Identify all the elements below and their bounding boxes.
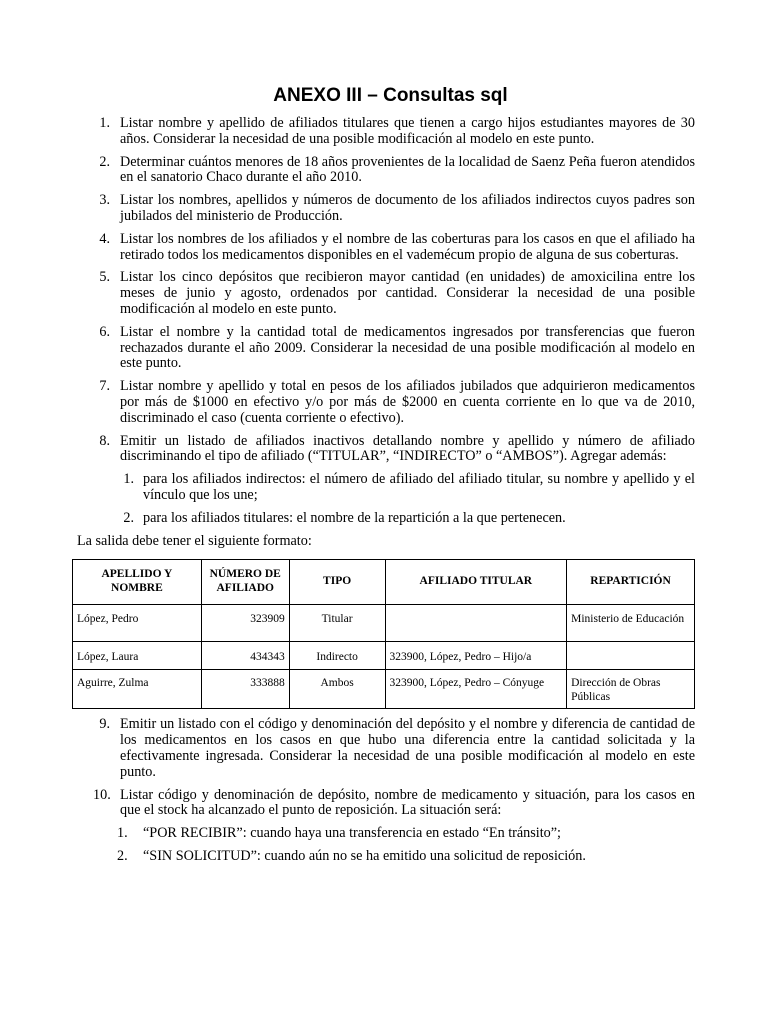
sub-item-number: 2. [123, 509, 134, 526]
table-cell: Titular [289, 605, 385, 642]
table-intro: La salida debe tener el siguiente formato: [77, 532, 312, 549]
item-text: Emitir un listado con el código y denominación del depósito y el nombre y diferencia de cantidad de los medicamentos en los casos en que hubo una diferencia entre la cantidad solicitada y la efectivamente ingresada. Considerar la necesidad de una posible modificación al modelo en este punto. [120, 716, 695, 780]
page-title: ANEXO III – Consultas sql [273, 85, 508, 106]
item-number: 8. [99, 432, 110, 449]
list-item [96, 325, 695, 372]
table-cell: 323900, López, Pedro – Hijo/a [385, 642, 567, 670]
table-cell: Ambos [289, 670, 385, 709]
sub-list-item [117, 825, 695, 842]
item-number: 3. [99, 192, 110, 209]
list-item [96, 232, 695, 264]
table-cell: 323900, López, Pedro – Cónyuge [385, 670, 567, 709]
item-text: Listar los nombres, apellidos y números de documento de los afiliados indirectos cuyos padres son jubilados del ministerio de Producción. [120, 192, 695, 224]
sub-item-text: para los afiliados titulares: el nombre de la repartición a la que pertenecen. [143, 509, 566, 526]
item-number: 6. [99, 323, 110, 340]
sub-item-number: 1. [117, 825, 128, 842]
sub-list-item [120, 472, 695, 504]
query-list [96, 116, 695, 527]
table-row [73, 605, 695, 642]
column-header: TIPO [289, 560, 385, 605]
table-header-row [73, 560, 695, 605]
sub-list [120, 472, 695, 526]
item-text: Listar nombre y apellido y total en pesos de los afiliados jubilados que adquirieron medicamentos por más de $1000 en efectivo y/o por más de $2000 en cuenta corriente en lo que va de 2010, discriminado el caso (cuenta corriente o efectivo). [120, 378, 695, 426]
item-number: 9. [99, 716, 110, 733]
sub-item-text: para los afiliados indirectos: el número de afiliado del afiliado titular, su nombre y apellido y el vínculo que los une; [143, 471, 695, 503]
item-number: 2. [99, 153, 110, 170]
list-item [96, 116, 695, 148]
sub-list [117, 825, 695, 865]
column-header: REPARTICIÓN [567, 560, 695, 605]
table-cell: López, Pedro [73, 605, 202, 642]
item-text: Listar código y denominación de depósito, nombre de medicamento y situación, para los casos en que el stock ha alcanzado el punto de reposición. La situación será: [120, 786, 695, 819]
item-number: 7. [99, 378, 110, 395]
table-row [73, 642, 695, 670]
table-cell [385, 605, 567, 642]
table-cell: Ministerio de Educación [567, 605, 695, 642]
list-item [96, 193, 695, 225]
query-list-continued [93, 716, 695, 864]
list-item [93, 786, 695, 865]
table-row [73, 670, 695, 709]
item-number: 1. [99, 115, 110, 131]
column-header: AFILIADO TITULAR [385, 560, 567, 605]
table-cell: 333888 [201, 670, 289, 709]
list-item [96, 155, 695, 187]
item-text: Listar los cinco depósitos que recibieron mayor cantidad (en unidades) de amoxicilina entre los meses de junio y agosto, ordenados por cantidad. Considerar la necesidad de una posible modificación al modelo en este punto. [120, 269, 695, 317]
sub-list-item [120, 511, 695, 527]
table-cell: Indirecto [289, 642, 385, 670]
sub-list-item [117, 847, 695, 865]
item-number: 4. [99, 230, 110, 247]
sub-item-text: “SIN SOLICITUD”: cuando aún no se ha emitido una solicitud de reposición. [143, 847, 586, 864]
column-header: APELLIDO Y NOMBRE [73, 560, 202, 605]
item-text: Emitir un listado de afiliados inactivos detallando nombre y apellido y número de afiliado discriminando el tipo de afiliado (“TITULAR”, “INDIRECTO” o “AMBOS”). Agregar además: [120, 432, 695, 465]
item-text: Listar los nombres de los afiliados y el nombre de las coberturas para los casos en que el afiliado ha retirado todos los medicamentos disponibles en el vademécum propio de alguna de sus coberturas. [120, 230, 695, 263]
sub-item-number: 1. [123, 471, 134, 488]
table-cell: 323909 [201, 605, 289, 642]
item-text: Listar nombre y apellido de afiliados titulares que tienen a cargo hijos estudiantes mayores de 30 años. Considerar la necesidad de una posible modificación al modelo en este punto. [120, 115, 695, 147]
column-header: NÚMERO DE AFILIADO [201, 560, 289, 605]
item-number: 10. [93, 786, 111, 803]
list-item [96, 379, 695, 426]
table-cell: 434343 [201, 642, 289, 670]
table-cell: Dirección de Obras Públicas [567, 670, 695, 709]
sub-item-text: “POR RECIBIR”: cuando haya una transferencia en estado “En tránsito”; [143, 825, 561, 842]
table-cell: Aguirre, Zulma [73, 670, 202, 709]
item-text: Listar el nombre y la cantidad total de medicamentos ingresados por transferencias que fueron rechazados durante el año 2009. Considerar la necesidad de una posible modificación al modelo en este punto. [120, 323, 695, 372]
list-item [96, 270, 695, 317]
item-number: 5. [99, 269, 110, 286]
output-format-table [72, 559, 695, 709]
list-item [96, 717, 695, 780]
item-text: Determinar cuántos menores de 18 años provenientes de la localidad de Saenz Peña fueron atendidos en el sanatorio Chaco durante el año 2010. [120, 153, 695, 186]
table-cell: López, Laura [73, 642, 202, 670]
sub-item-number: 2. [117, 847, 128, 864]
table-cell [567, 642, 695, 670]
list-item [96, 434, 695, 527]
